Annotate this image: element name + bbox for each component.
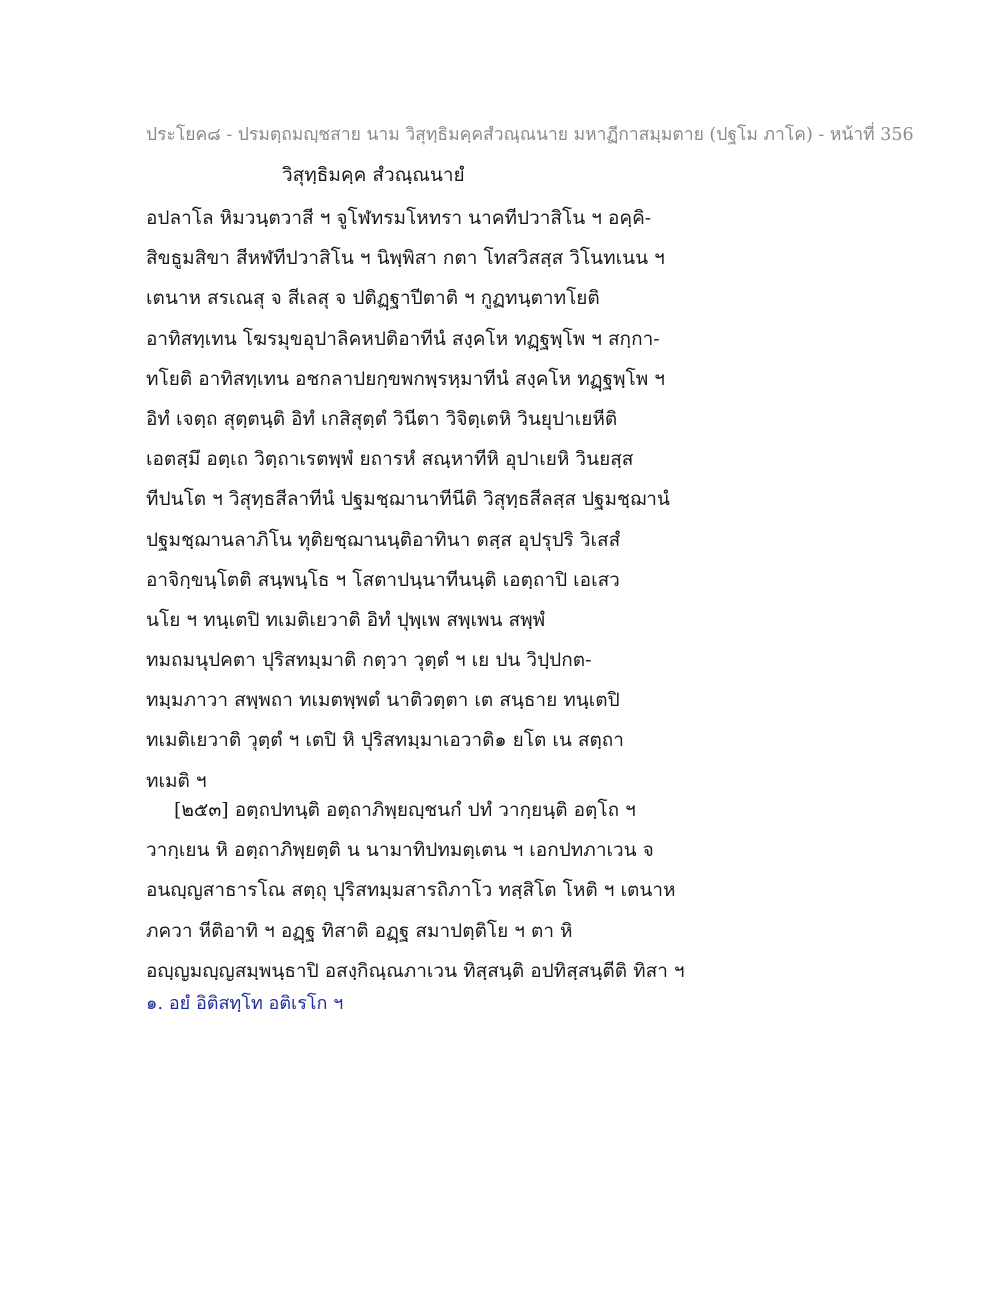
text-line: ภควา หีติอาทิ ฯ อฏฺฐ ทิสาติ อฏฺฐ สมาปตฺติโย ฯ ตา หิ xyxy=(146,919,573,942)
text-line: ทมฺมภาวา สพฺพถา ทเมตพฺพตํ นาติวตฺตา เต สนฺธาย ทนฺเตปิ xyxy=(146,689,620,712)
text-line: ทมถมนุปคตา ปุริสทมฺมาติ กตฺวา วุตฺตํ ฯ เย ปน วิปฺปกต- xyxy=(146,649,592,672)
text-line: ทเมติ ฯ xyxy=(146,769,207,792)
text-line: ทโยติ อาทิสทฺเทน อชกลาปยกฺขพกพฺรหฺมาทีนํ สงฺคโห ทฏฺฐพฺโพ ฯ xyxy=(146,367,665,390)
text-line: อิทํ เจตฺถ สุตฺตนฺติ อิทํ เกสิสุตฺตํ วินีตา วิจิตฺเตหิ วินยุปาเยหีติ xyxy=(146,407,618,430)
text-line: อปลาโล หิมวนฺตวาสี ฯ จูโฬทรมโหทรา นาคทีปวาสิโน ฯ อคฺคิ- xyxy=(146,207,652,229)
text-line: ทเมติเยวาติ วุตฺตํ ฯ เตปิ หิ ปุริสทมฺมาเอวาติ๑ ยโต เน สตฺถา xyxy=(146,729,624,752)
text-line: วากฺเยน หิ อตฺถาภิพฺยตฺติ น นามาทิปทมตฺเตน ฯ เอกปทภาเวน จ xyxy=(146,839,654,862)
paragraph-2 xyxy=(146,790,766,991)
text-line: อนญฺญสาธารโณ สตฺถุ ปุริสทมฺมสารถิภาโว ทสฺสิโต โหติ ฯ เตนาห xyxy=(146,879,676,902)
text-line: เอตสฺมึ อตฺเถ วิตฺถาเรตพฺพํ ยถารหํ สณฺหาทีหิ อุปาเยหิ วินยสฺส xyxy=(146,448,634,471)
text-line: อาจิกฺขนฺโตติ สนฺพนฺโธ ฯ โสตาปนฺนาทีนนฺติ เอตฺถาปิ เอเสว xyxy=(146,568,620,591)
text-line: สิขธูมสิขา สีหฬทีปวาสิโน ฯ นิพฺพิสา กตา โทสวิสสฺส วิโนทเนน ฯ xyxy=(146,247,665,270)
text-line: อาทิสทฺเทน โฆรมุขอุปาลิคหปติอาทีนํ สงฺคโห ทฏฺฐพฺโพ ฯ สกฺกา- xyxy=(146,327,660,350)
text-line: อญฺญมญฺญสมฺพนฺธาปิ อสงฺกิณฺณภาเวน ทิสฺสนฺติ อปทิสฺสนฺตีติ ทิสา ฯ xyxy=(146,959,685,982)
text-line: ปฐมชฺฌานลาภิโน ทุติยชฺฌานนฺติอาทินา ตสฺส อุปรุปริ วิเสสํ xyxy=(146,528,621,551)
text-line: นโย ฯ ทนฺเตปิ ทเมติเยวาติ อิทํ ปุพฺเพ สพฺเพน สพฺพํ xyxy=(146,608,546,631)
text-line: เตนาห สรเณสุ จ สีเลสุ จ ปติฏฺฐาปีตาติ ฯ กูฏทนฺตาทโยติ xyxy=(146,287,600,310)
text-line: ทีปนโต ฯ วิสุทฺธสีลาทีนํ ปฐมชฺฌานาทีนีติ วิสุทฺธสีลสฺส ปฐมชฺฌานํ xyxy=(146,488,670,511)
paragraph-1 xyxy=(146,198,766,801)
footnote: ๑. อยํ อิติสทฺโท อติเรโก ฯ xyxy=(146,993,344,1014)
text-line: [๒๕๓] อตฺถปทนฺติ อตฺถาภิพฺยญฺชนกํ ปทํ วากฺยนฺติ อตฺโถ ฯ xyxy=(174,799,636,821)
page-header: ประโยค๘ - ปรมตฺถมญฺชสาย นาม วิสุทฺธิมคฺคสํวณฺณนาย มหาฏีกาสมฺมตาย (ปฐโม ภาโค) - หน้าที่ 356 xyxy=(146,125,914,145)
book-title: วิสุทฺธิมคฺค สํวณฺณนายํ xyxy=(282,164,465,186)
